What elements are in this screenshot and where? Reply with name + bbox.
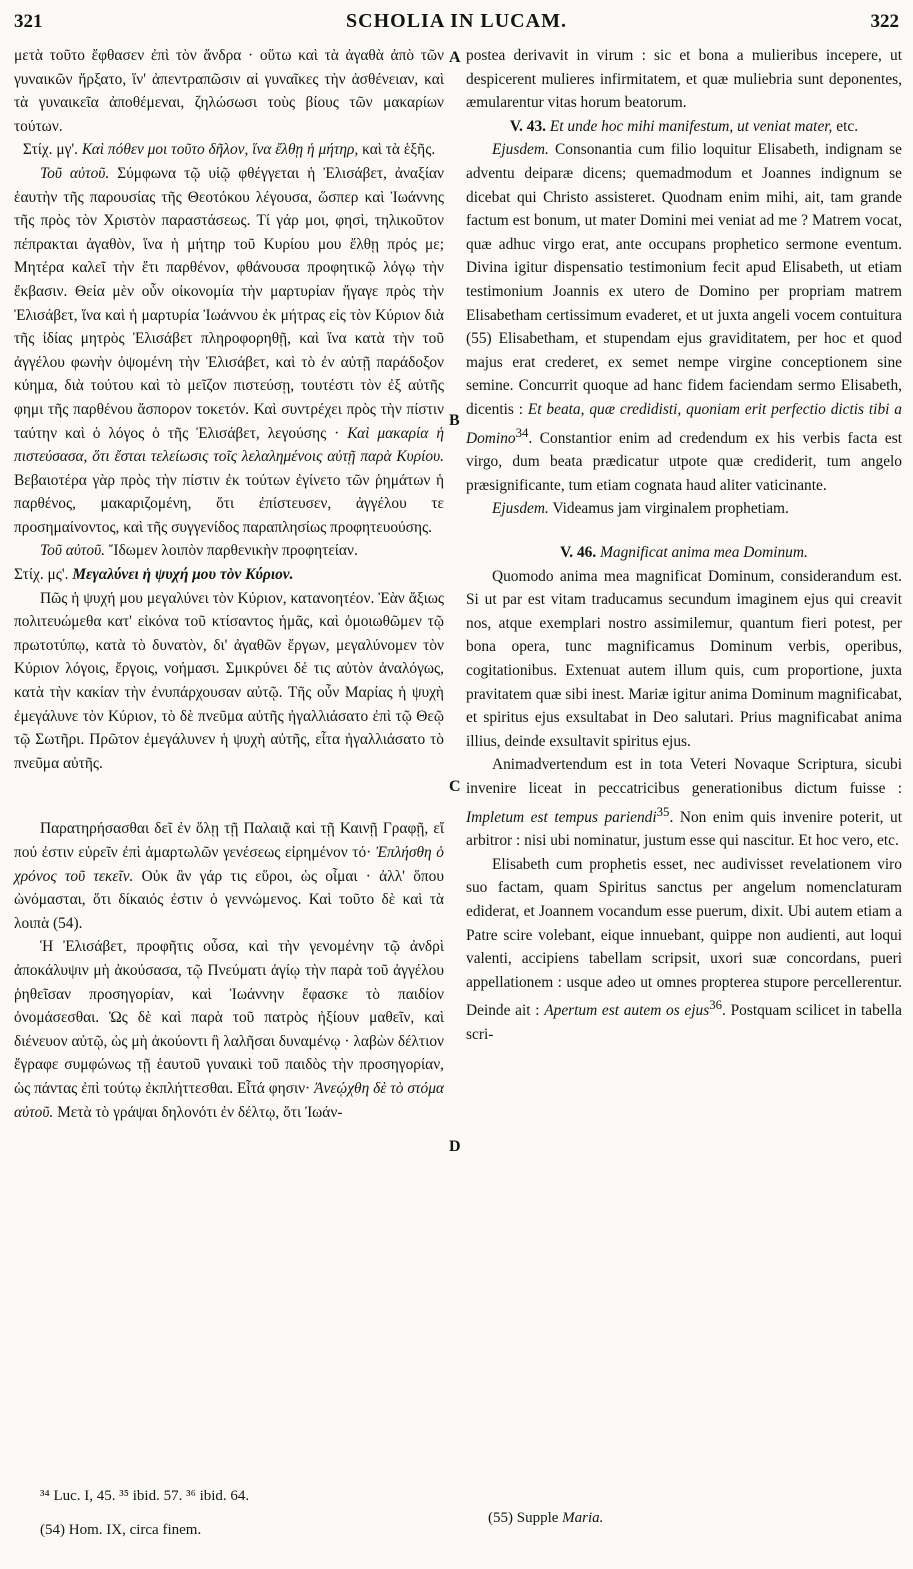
greek-column bbox=[14, 44, 444, 1124]
greek-verse-ref: Στίχ. μς'. bbox=[14, 566, 69, 584]
footnote-references: ³⁴ Luc. I, 45. ³⁵ ibid. 57. ³⁶ ibid. 64. bbox=[40, 1488, 250, 1504]
greek-paragraph bbox=[14, 539, 444, 563]
greek-verse-ref: Στίχ. μγ'. bbox=[22, 141, 79, 159]
greek-paragraph bbox=[14, 162, 444, 540]
latin-text: . Postquam scilicet in tabella scri- bbox=[466, 1002, 902, 1044]
latin-paragraph bbox=[466, 753, 902, 853]
margin-letter-a: A bbox=[449, 49, 461, 66]
latin-paragraph bbox=[466, 497, 902, 521]
latin-paragraph bbox=[466, 853, 902, 1047]
greek-paragraph: Πῶς ἡ ψυχή μου μεγαλύνει τὸν Κύριον, κατανοητέον. Ἐὰν ἄξιως πολιτευώμεθα κατ' εἰκόνα τοῦ κτίσαντος ἡμᾶς, καὶ ὁμοιωθῶμεν τῷ πρωτοτύπῳ, κατὰ τὸ δυνατὸν, δι' ἀγαθῶν ἔργων, μεγαλύνομεν τὸν Κύριον λόγοις, ἔργοις, νοήμασι. Σμικρύνει δέ τις αὐτὸν ἀναλόγως, κατὰ τὴν κακίαν τὴν ἐνυπάρχουσαν αὐτῷ. Τῆς οὖν Μαρίας ἡ ψυχὴ ἐμεγάλυνε τὸν Κύριον, τὸ δὲ πνεῦμα αὐτῆς ἠγαλλιάσατο ἐπὶ τῷ Θεῷ τῷ Σωτῆρι. Πρῶτον ἐμεγάλυνεν ἡ ψυχὴ αὐτῆς, εἶτα ἠγαλλιάσατο τὸ πνεῦμα αὐτῆς. bbox=[14, 589, 444, 772]
latin-lemma-text: Magnificat anima mea Dominum. bbox=[600, 544, 808, 561]
greek-quotation: Ἀνεῴχθη δὲ τὸ στόμα αὐτοῦ. bbox=[14, 1079, 444, 1121]
greek-text: Ἡ Ἐλισάβετ, προφῆτις οὖσα, καὶ τὴν γενομένην τῷ ἀνδρὶ ἀποκάλυψιν μὴ ἀκούσασα, τῷ Πνεύματι ἁγίῳ τὴν παρὰ τοῦ ἀγγέλου ῥηθεῖσαν προσηγορίαν, καὶ Ἰωάννην ἔφασκε τὸ παιδίον ὀνομάσεσθαι. Ὡς δὲ καὶ παρὰ τοῦ πατρὸς ἠξίουν μαθεῖν, καὶ διένευον αὐτῷ, ὡς μὴ ἀκούοντι ἢ λαλῆσαι δυναμένῳ · λαβὼν δέλτιον ἔγραφε συμφώνως τῇ ἑαυτοῦ γυναικὶ τοῦ παιδὸς τὴν προσηγορίαν, ὡς πάντας ἐπὶ τούτῳ ἐκπλήττεσθαι. Εἶτά φησιν· bbox=[14, 938, 444, 1097]
latin-author-lead: Ejusdem. bbox=[492, 141, 549, 159]
latin-lemma-tail: etc. bbox=[836, 117, 859, 135]
latin-text: . Non enim quis invenire poterit, ut arbitror : nisi ubi nominatur, justum esse qui nascitur. Et hoc vero, etc. bbox=[466, 808, 902, 850]
greek-paragraph bbox=[14, 817, 444, 935]
latin-verse-ref: V. 43. bbox=[509, 117, 546, 135]
margin-letter-d: D bbox=[449, 1138, 461, 1155]
footnote-55-word: Maria. bbox=[562, 1510, 604, 1526]
margin-letter-c: C bbox=[449, 778, 461, 795]
latin-text: Elisabeth cum prophetis esset, nec audivisset revelationem viro suo factam, quam Spiritus sanctus per angelum nomenclaturam ediderat, et Joannem vocandum esse puerum, dixit. Ubi autem etiam a Patre scire volebant, eique innuebant, quippe non audienti, aut loqui valenti, accipiens tabellam scripsit, uxori suæ concordans, pueri appellationem : usque adeo ut omnes propterea stupore percellerentur. Deinde ait : bbox=[466, 855, 902, 1020]
column-gap bbox=[466, 521, 902, 541]
footnote-marker: 36 bbox=[709, 998, 723, 1013]
greek-text: Οὐκ ἂν γάρ τις εὕροι, ὡς οἶμαι · ἀλλ' ὅπου ὠνόμασται, ὅτι δίκαιός ἐστιν ὁ γεννώμενος. Καὶ τοῦτο δὲ καὶ τὰ λοιπὰ (54). bbox=[14, 867, 444, 932]
greek-text: Σύμφωνα τῷ υἱῷ φθέγγεται ἡ Ἐλισάβετ, ἀναξίαν ἑαυτὴν τῆς παρουσίας τῆς Θεοτόκου λέγουσα, ὥσπερ καὶ Ἰωάννης τῆς πρὸς τὸν Χριστὸν παραστάσεως. Τί γάρ μοι, φησὶ, τηλικοῦτον πέπρακται ἀγαθὸν, ἵνα ἡ μήτηρ τοῦ Κυρίου μου ἔλθῃ πρός με; Μητέρα καλεῖ τὴν ἔτι παρθένον, φθάνουσα προφητικῷ λόγῳ τὴν ἔκβασιν. Θεία μὲν οὖν οἰκονομία τὴν μαρτυρίαν ἤγαγε πρὸς τὴν Ἐλισάβετ, ἵνα καὶ ἡ μαρτυρία Ἰωάννου ἐκ μήτρας εἰς τὸν Κύριον διὰ τῆς ἰδίας μητρὸς Ἐλισάβετ πληροφορηθῇ, καὶ ἵνα κατὰ τὴν τοῦ ἀγγέλου φωνὴν ὀψομένη τὴν Ἐλισάβετ, καὶ τὸ ἐν αὐτῇ παράδοξον κύημα, διὰ τούτου καὶ τὸ μεῖζον πιστεύσῃ, τουτέστι τὸν ἐξ αὐτῆς φημι τῆς παρθένου ἄσπορον τοκετόν. Καὶ συντρέχει πρὸς τὴν πίστιν ταύτην καὶ ὁ λόγος ὁ τῆς Ἐλισάβετ, λεγούσης · bbox=[14, 164, 444, 442]
left-page-number: 321 bbox=[14, 11, 43, 32]
running-title: SCHOLIA IN LUCAM. bbox=[346, 10, 567, 32]
greek-paragraph bbox=[14, 935, 444, 1124]
latin-text: . Constantior enim ad credendum ex his verbis facta est virgo, dum beata prædicatur utpote quæ crediderit, tum angelo præsignificante, tum etiam cognata haud aliter vaticinante. bbox=[466, 429, 902, 494]
latin-quotation: Et beata, quæ credidisti, quoniam erit perfectio dictis tibi a Domino bbox=[466, 400, 902, 447]
footnote-marker: 35 bbox=[656, 804, 670, 819]
greek-paragraph: μετὰ τοῦτο ἔφθασεν ἐπὶ τὸν ἄνδρα · οὕτω καὶ τὰ ἀγαθὰ ἀπὸ τῶν γυναικῶν ἤρξατο, ἵν' ἀπεντραπῶσιν αἱ γυναῖκες τὴν ἀσθένειαν, καὶ τὰ γυναικεῖα ἀποθέμεναι, ζηλώσωσι τοὺς βίους τῶν μακαρίων τούτων. bbox=[14, 47, 444, 135]
greek-author-lead: Τοῦ αὐτοῦ. bbox=[40, 542, 106, 560]
column-gap bbox=[14, 775, 444, 817]
greek-text: Ἴδωμεν λοιπὸν παρθενικὴν προφητείαν. bbox=[108, 542, 358, 560]
footnote-marker: 34 bbox=[515, 425, 529, 440]
greek-verse-lemma bbox=[14, 138, 444, 162]
greek-lemma-text: Μεγαλύνει ἡ ψυχή μου τὸν Κύριον. bbox=[72, 566, 294, 584]
latin-author-lead: Ejusdem. bbox=[492, 500, 549, 518]
latin-verse-lemma bbox=[466, 541, 902, 565]
latin-paragraph: postea derivavit in virum : sic et bona a mulieribus incepere, ut despicerent mulieres infirmitatem, et quæ muliebria sunt deponentes, æmularentur vitas horum beatorum. bbox=[466, 47, 902, 112]
greek-quotation: Καὶ μακαρία ἡ πιστεύσασα, ὅτι ἔσται τελείωσις τοῖς λελαλημένοις αὐτῇ παρὰ Κυρίου. bbox=[14, 424, 444, 466]
latin-text: Videamus jam virginalem prophetiam. bbox=[552, 500, 789, 518]
latin-quotation: Impletum est tempus pariendi bbox=[466, 808, 657, 826]
greek-lemma-tail: καὶ τὰ ἑξῆς. bbox=[362, 141, 436, 159]
latin-quotation: Apertum est autem os ejus bbox=[544, 1002, 710, 1020]
greek-author-lead: Τοῦ αὐτοῦ. bbox=[40, 164, 110, 182]
footnote-55-label: (55) Supple bbox=[488, 1510, 559, 1526]
latin-text: Animadvertendum est in tota Veteri Novaque Scriptura, sicubi invenire liceat in peccatricibus generationibus dictum fuisse : bbox=[466, 756, 902, 797]
latin-verse-lemma bbox=[466, 115, 902, 139]
right-page-number: 322 bbox=[870, 11, 899, 32]
greek-quotation: Ἐπλήσθη ὁ χρόνος τοῦ τεκεῖν. bbox=[14, 844, 444, 885]
greek-text: Βεβαιοτέρα γὰρ πρὸς τὴν πίστιν ἐκ τούτων ἐγίνετο τῶν ῥημάτων ἡ παρθένος, μακαριζομένη, ὅτι ἐπίστευσεν, ἀγγέλου τε προσημαίνοντος, καὶ τῆς συγγενίδος παραπλησίως προφητευούσης. bbox=[14, 471, 444, 536]
latin-paragraph: Quomodo anima mea magnificat Dominum, considerandum est. Si ut par est vitam traducamus secundum imaginem ejus qui creavit nos, atque exemplari nostro assimilemur, quantum fieri potest, per bona opera, tunc magnificamus Dominum verbis, operibus, cogitationibus. Extenuat autem illum quis, cum proportione, juxta pravitatem quæ sibi inest. Mariæ igitur anima Dominum magnificabat, et spiritus ejus exsultabat in Deo salutari. Prius magnificabat anima illius, deinde exsultavit spiritus ejus. bbox=[466, 567, 902, 750]
latin-text: Consonantia cum filio loquitur Elisabeth, indignam se adventu deiparæ dicens; quemadmodum et Joannes indignum se dicebat qui Christo assisteret. Quodnam enim mihi, ait, tam grande factum est bonum, ut mater Domini mei veniat ad me ? Matrem vocat, quæ adhuc virgo erat, ante occupans prophetico sermone eventum. Divina igitur dispensatio testimonium fecit apud Elisabeth, ut etiam testimonium Joannis ex utero de Domino per propriam matrem Elisabetham certissimum evaderet, et ut juxta angeli vocem contuitura (55) Elisabetham, et stupendam ejus graviditatem, per hoc et quod majus erat crederet, ex semet nempe virgine conceptionem sine semine. Concurrit quoque ad hanc fidem faciendam sermo Elisabeth, dicentis : bbox=[466, 141, 902, 418]
greek-text: Παρατηρήσασθαι δεῖ ἐν ὅλῃ τῇ Παλαιᾷ καὶ τῇ Καινῇ Γραφῇ, εἴ πού ἐστιν εὑρεῖν ἐπὶ ἁμαρτωλῶν γενέσεως εἰρημένον τό· bbox=[14, 820, 444, 861]
greek-lemma-text: Καὶ πόθεν μοι τοῦτο δῆλον, ἵνα ἔλθῃ ἡ μήτηρ, bbox=[81, 141, 359, 159]
latin-lemma-text: Et unde hoc mihi manifestum, ut veniat mater, bbox=[549, 117, 833, 135]
footnote-54: (54) Hom. IX, circa finem. bbox=[40, 1522, 202, 1538]
footnote-55 bbox=[488, 1510, 603, 1527]
greek-text: Μετὰ τὸ γράψαι δηλονότι ἐν δέλτῳ, ὅτι Ἰωάν- bbox=[57, 1103, 343, 1121]
latin-column bbox=[466, 44, 902, 1047]
latin-paragraph bbox=[466, 138, 902, 497]
greek-verse-lemma bbox=[14, 563, 444, 587]
latin-verse-ref: V. 46. bbox=[560, 544, 597, 561]
running-head bbox=[14, 10, 899, 36]
margin-letter-b: B bbox=[449, 412, 460, 429]
